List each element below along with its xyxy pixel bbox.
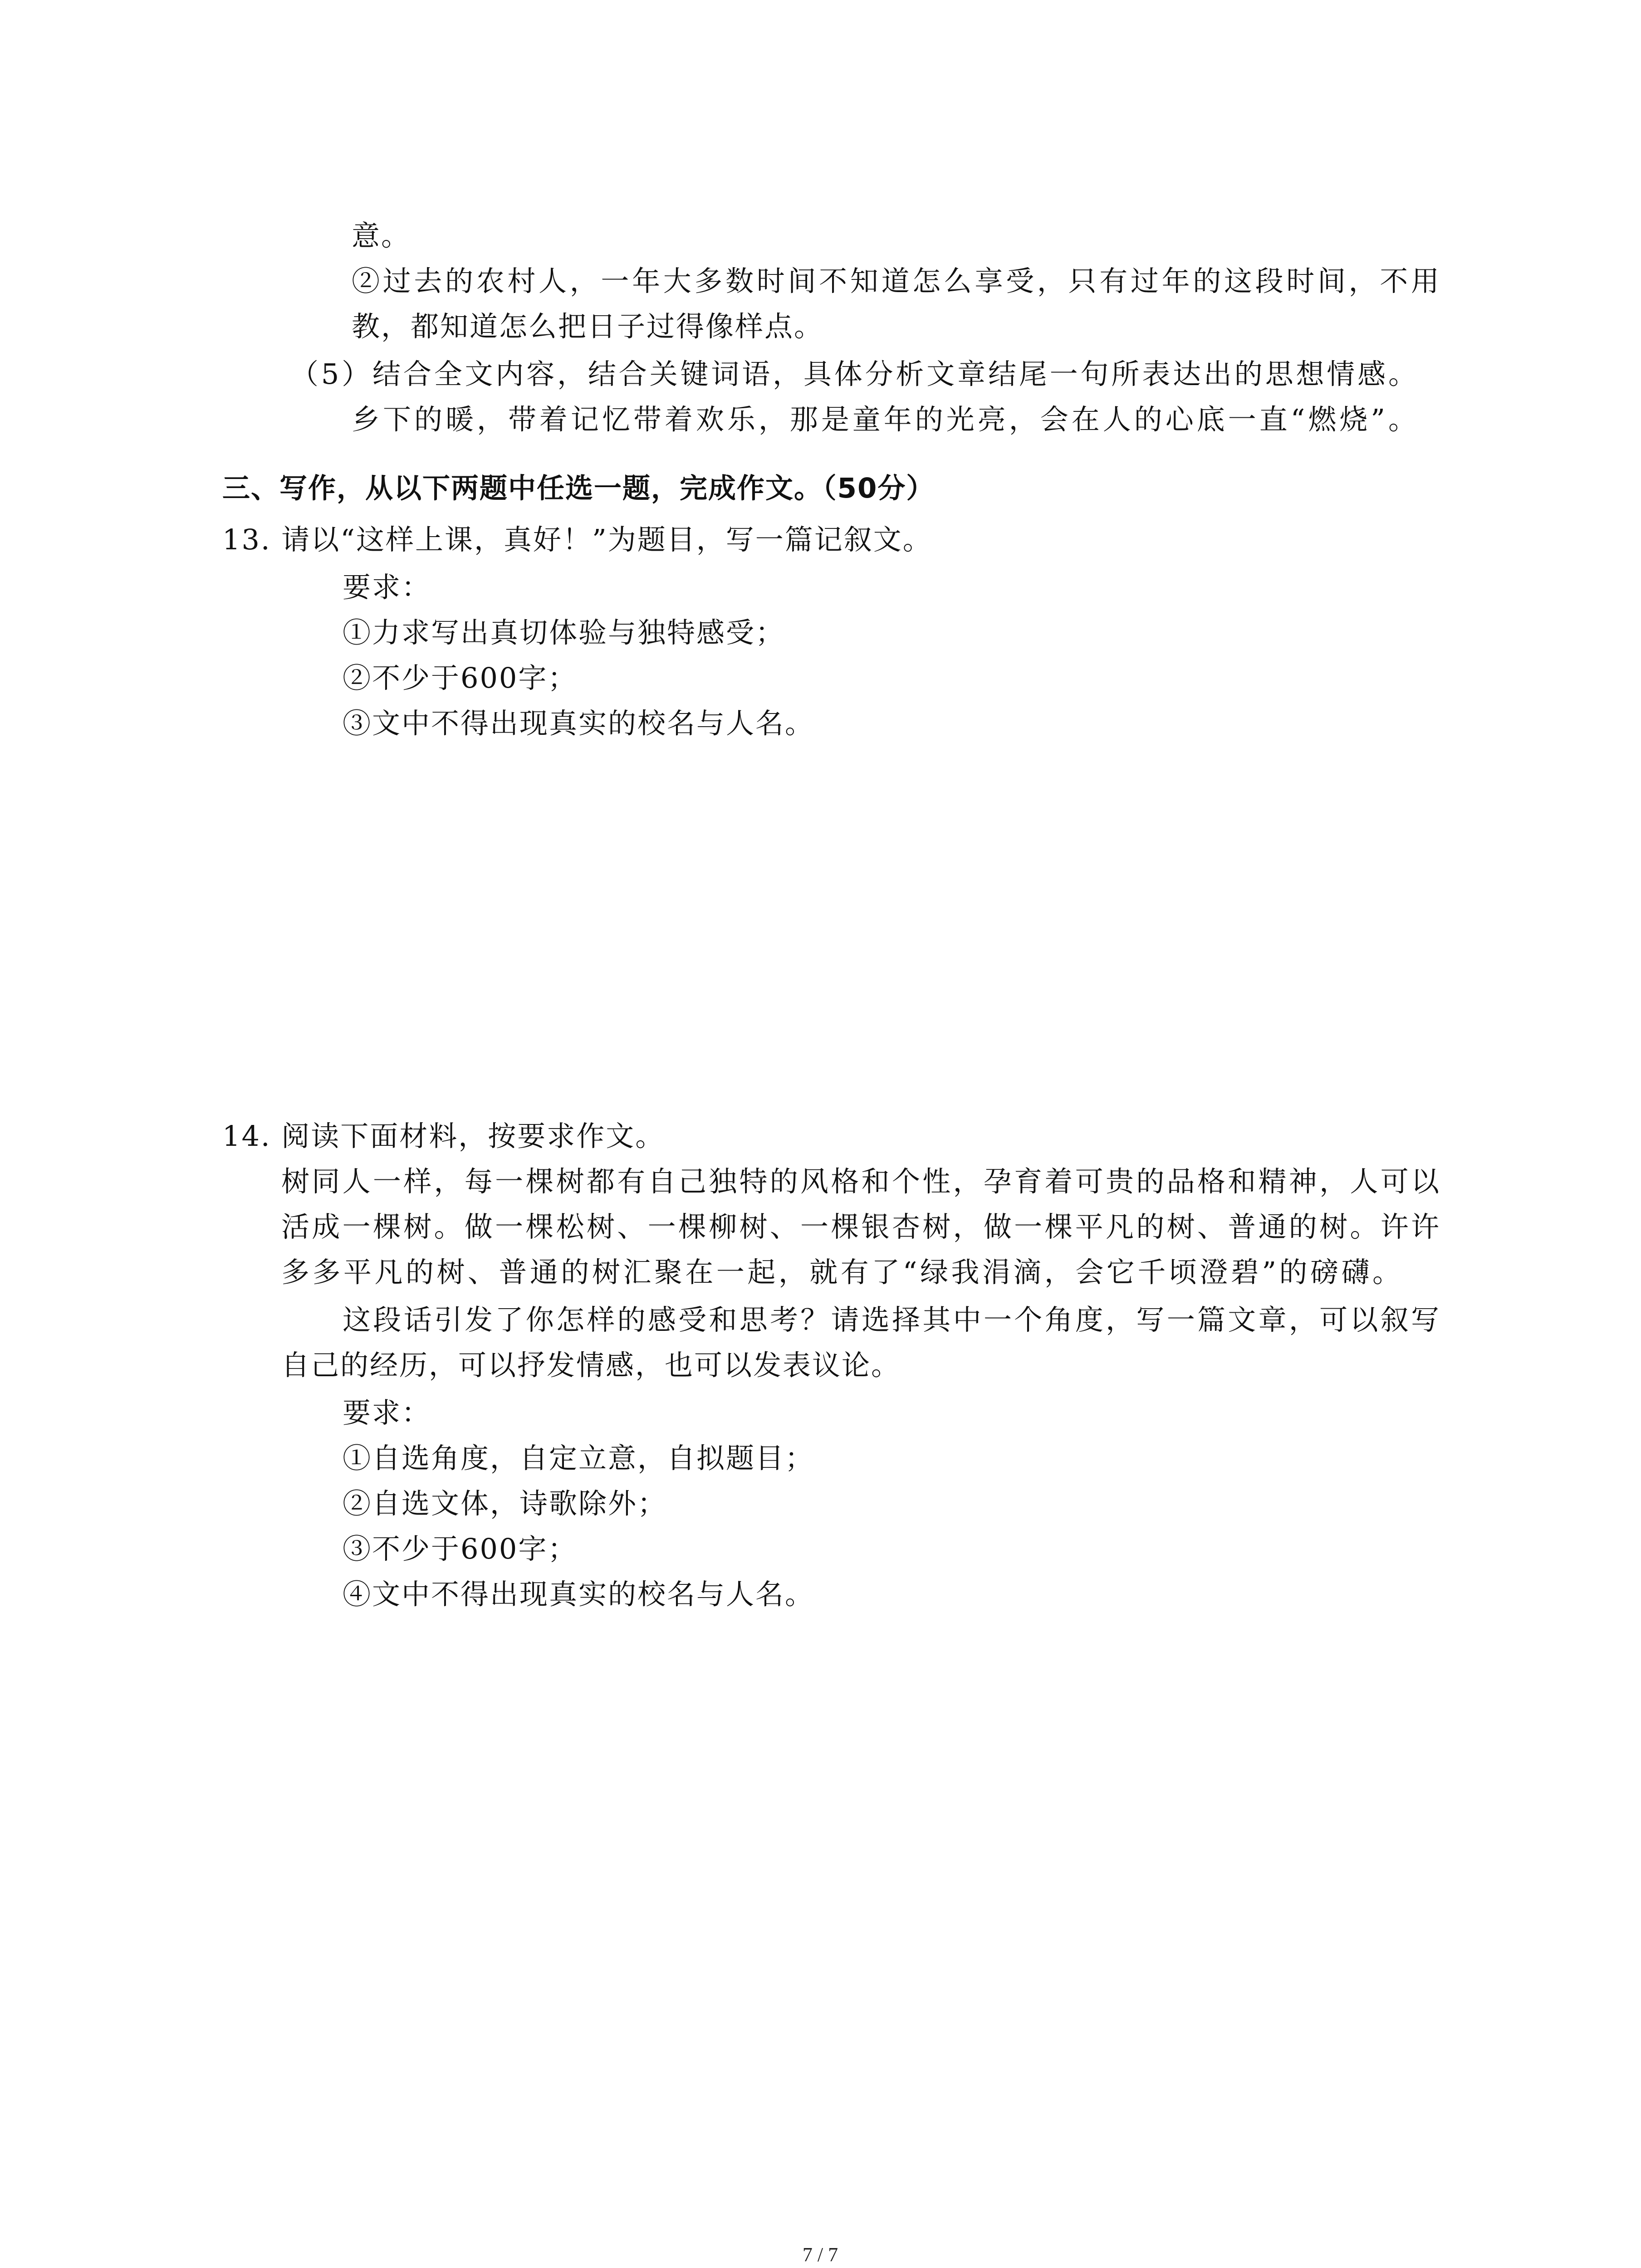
question-14-requirement-3: ③不少于600字； — [343, 1532, 578, 1565]
question-14-requirements-label: 要求： — [343, 1396, 431, 1429]
question-14-requirement-4: ④文中不得出现真实的校名与人名。 — [343, 1578, 815, 1611]
question-14-material-line-1: 树同人一样，每一棵树都有自己独特的风格和个性，孕育着可贵的品格和精神，人可以 — [281, 1165, 1440, 1198]
question-5-answer: 乡下的暖，带着记忆带着欢乐，那是童年的光亮，会在人的心底一直“燃烧”。 — [352, 403, 1418, 436]
answer-item-2-line-2: 教，都知道怎么把日子过得像样点。 — [352, 310, 824, 343]
question-14-requirement-1: ①自选角度，自定立意，自拟题目； — [343, 1442, 815, 1475]
question-14-prompt: 14. 阅读下面材料，按要求作文。 — [222, 1119, 665, 1153]
question-13-requirement-1: ①力求写出真切体验与独特感受； — [343, 616, 785, 649]
question-13-requirements-label: 要求： — [343, 571, 431, 604]
question-14-material-line-2: 活成一棵树。做一棵松树、一棵柳树、一棵银杏树，做一棵平凡的树、普通的树。许许 — [281, 1210, 1440, 1243]
answer-continuation: 意。 — [352, 219, 411, 252]
question-13-prompt: 13. 请以“这样上课，真好！”为题目，写一篇记叙文。 — [222, 523, 932, 556]
question-14-question-line-1: 这段话引发了你怎样的感受和思考？请选择其中一个角度，写一篇文章，可以叙写 — [343, 1303, 1440, 1336]
page-number: 7 / 7 — [802, 2244, 838, 2266]
question-14-question-line-2: 自己的经历，可以抒发情感，也可以发表议论。 — [281, 1349, 901, 1382]
question-14-requirement-2: ②自选文体，诗歌除外； — [343, 1487, 667, 1520]
question-13-requirement-2: ②不少于600字； — [343, 661, 578, 694]
question-5-prompt: （5）结合全文内容，结合关键词语，具体分析文章结尾一句所表达出的思想情感。 — [290, 357, 1418, 391]
section-3-heading: 三、写作，从以下两题中任选一题，完成作文。（50分） — [222, 472, 935, 504]
question-14-material-line-3: 多多平凡的树、普通的树汇聚在一起，就有了“绿我涓滴，会它千顷澄碧”的磅礴。 — [281, 1256, 1402, 1289]
question-13-requirement-3: ③文中不得出现真实的校名与人名。 — [343, 707, 815, 740]
answer-item-2-line-1: ②过去的农村人，一年大多数时间不知道怎么享受，只有过年的这段时间，不用 — [352, 264, 1440, 298]
